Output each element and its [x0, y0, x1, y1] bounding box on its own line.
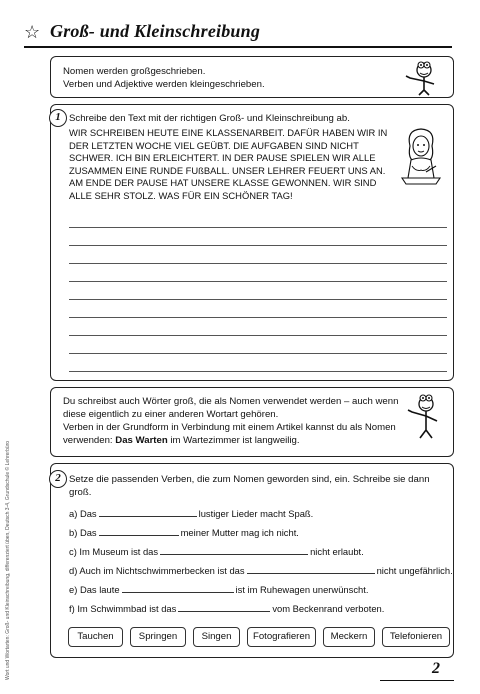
word-bank	[68, 627, 450, 649]
frog-pointing-illustration	[402, 60, 442, 96]
sentence-prefix: e) Das laute	[69, 584, 120, 595]
girl-writing-illustration	[396, 126, 446, 188]
rule-text	[63, 65, 393, 91]
sentence-item	[69, 507, 449, 526]
answer-blank[interactable]	[247, 564, 375, 574]
sentence-item	[69, 526, 449, 545]
sentence-suffix: vom Beckenrand verboten.	[272, 603, 385, 614]
sentence-prefix: d) Auch im Nichtschwimmerbecken ist das	[69, 565, 245, 576]
header-rule	[24, 46, 452, 48]
rule-line: diese eigentlich zu einer anderen Wortart gehören.	[63, 409, 279, 420]
writing-line[interactable]	[69, 300, 447, 318]
task-instruction: Schreibe den Text mit der richtigen Groß- und Kleinschreibung ab.	[69, 113, 350, 124]
writing-line[interactable]	[69, 210, 447, 228]
writing-line[interactable]	[69, 246, 447, 264]
task-2-box	[50, 463, 454, 658]
writing-line[interactable]	[69, 282, 447, 300]
frog-pointing-illustration	[404, 392, 444, 440]
word-chip-fotografieren[interactable]: Fotografieren	[247, 627, 316, 647]
writing-line[interactable]	[69, 318, 447, 336]
rule-box-nouns	[50, 56, 454, 98]
rule-line: Du schreibst auch Wörter groß, die als Nomen verwendet werden – auch wenn	[63, 396, 399, 407]
writing-line[interactable]	[69, 264, 447, 282]
rule-box-verbs-as-nouns	[50, 387, 454, 457]
copyright-note: Wort und Wortarten: Groß- und Kleinschreibung, differenziert üben, Deutsch 3-4, Grundschule © Lehrerbüro	[5, 440, 11, 680]
rule-text-segment: verwenden:	[63, 435, 116, 446]
answer-blank[interactable]	[99, 507, 197, 517]
word-chip-telefonieren[interactable]: Telefonieren	[382, 627, 450, 647]
capitals-text: WIR SCHREIBEN HEUTE EINE KLASSENARBEIT. DAFÜR HABEN WIR IN DER LETZTEN WOCHE VIEL GEÜBT. DIE AUFGABEN SIND NICHT SCHWER. ICH BIN ERLEICHTERT. IN DER PAUSE SPIELEN WIR ALLE ZUSAMMEN EINE RUNDE FUßBALL. UNSER LEHRER FEUERT UNS AN. AM ENDE DER PAUSE HAT UNSERE KLASSE GEWONNEN. WIR SIND ALLE SEHR STOLZ. WAS FÜR EIN SCHÖNER TAG!	[69, 127, 388, 201]
sentence-suffix: meiner Mutter mag ich nicht.	[180, 527, 299, 538]
word-chip-singen[interactable]: Singen	[193, 627, 240, 647]
word-chip-tauchen[interactable]: Tauchen	[68, 627, 123, 647]
sentence-prefix: b) Das	[69, 527, 97, 538]
sentence-item	[69, 583, 449, 602]
rule-text	[63, 395, 421, 447]
answer-blank[interactable]	[122, 583, 234, 593]
writing-line[interactable]	[69, 336, 447, 354]
sentence-item	[69, 602, 449, 621]
writing-line[interactable]	[69, 228, 447, 246]
sentence-prefix: c) Im Museum ist das	[69, 546, 159, 557]
sentence-list	[69, 507, 453, 621]
rule-line: Nomen werden großgeschrieben.	[63, 66, 206, 77]
answer-blank[interactable]	[99, 526, 179, 536]
page-number-rule	[380, 680, 454, 681]
writing-lines	[69, 210, 447, 372]
page-title: Groß- und Kleinschreibung	[50, 21, 261, 41]
page-header	[24, 18, 452, 52]
page-number: 2	[432, 660, 440, 677]
sentence-item	[69, 564, 453, 583]
sentence-prefix: f) Im Schwimmbad ist das	[69, 603, 177, 614]
star-icon: ☆	[24, 22, 41, 42]
task-number-badge: 1	[49, 109, 67, 127]
task-instruction: Setze die passenden Verben, die zum Nomen geworden sind, ein. Schreibe sie dann groß.	[69, 474, 430, 498]
writing-line[interactable]	[69, 354, 447, 372]
sentence-suffix: nicht ungefährlich.	[376, 565, 453, 576]
sentence-prefix: a) Das	[69, 508, 97, 519]
rule-line: Verben in der Grundform in Verbindung mit einem Artikel kannst du als Nomen	[63, 422, 396, 433]
word-chip-meckern[interactable]: Meckern	[323, 627, 375, 647]
answer-blank[interactable]	[160, 545, 308, 555]
sentence-suffix: lustiger Lieder macht Spaß.	[198, 508, 314, 519]
answer-blank[interactable]	[178, 602, 270, 612]
rule-line: Verben und Adjektive werden kleingeschrieben.	[63, 79, 265, 90]
rule-text-segment: im Wartezimmer ist langweilig.	[167, 435, 300, 446]
sentence-suffix: ist im Ruhewagen unerwünscht.	[235, 584, 369, 595]
word-chip-springen[interactable]: Springen	[130, 627, 186, 647]
task-1-box	[50, 104, 454, 381]
rule-line	[63, 434, 421, 447]
example-bold: Das Warten	[115, 435, 168, 446]
sentence-suffix: nicht erlaubt.	[310, 546, 364, 557]
task-number-badge: 2	[49, 470, 67, 488]
sentence-item	[69, 545, 449, 564]
